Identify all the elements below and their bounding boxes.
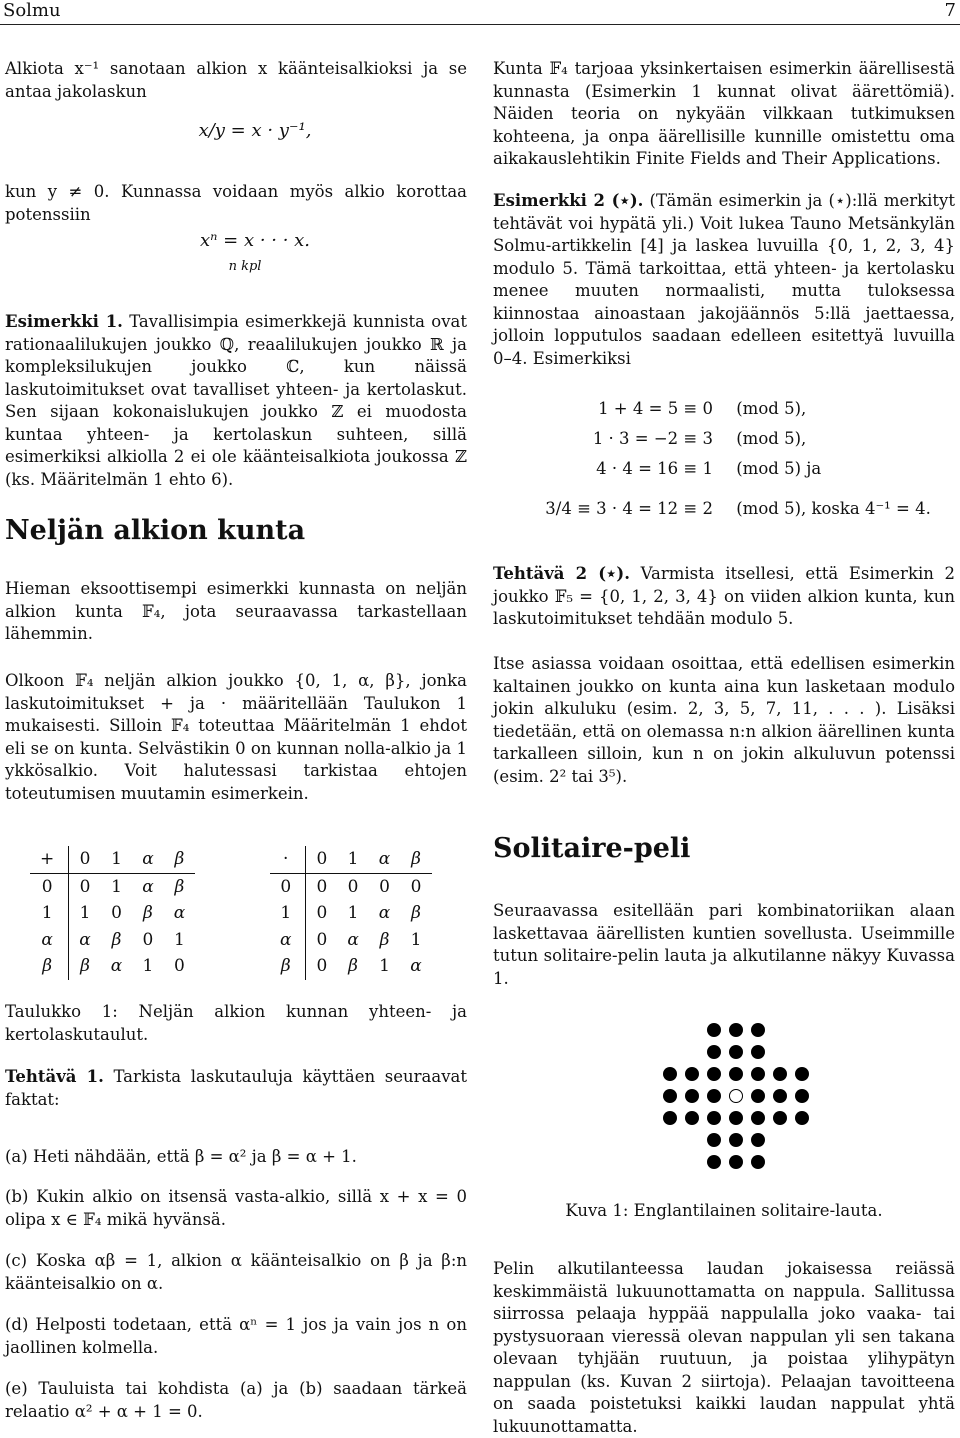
peg (773, 1067, 787, 1081)
section-heading-solitaire: Solitaire-peli (493, 833, 691, 864)
peg (773, 1089, 787, 1103)
example-1-text: Tavallisimpia esimerkkejä kunnista ovat rationaalilukujen joukko ℚ, reaalilukujen joukko ℝ ja kompleksilukujen joukko ℂ, kun näissä laskutoimitukset ovat tavalliset yhteen- ja kertolaskut. Sen sijaan kokonaislukujen joukko ℤ ei muodosta kuntaa yhteen- ja kertolaskun suhteen, sillä esimerkiksi alkiolla 2 ei ole käänteisalkiota joukossa ℤ (ks. Määritelmän 1 ehto 6). (5, 312, 467, 489)
peg (663, 1111, 677, 1125)
finite-field-paragraph: Kunta 𝔽₄ tarjoaa yksinkertaisen esimerkin äärellisestä kunnasta (Esimerkin 1 kunnat olivat äärettömiä). Näiden teoria on nykyään vilkkaan tutkimuksen kohteena, ja onpa äärellisille kunnille omistettu oma aikakauslehtikin Finite Fields and Their Applications. (493, 59, 955, 168)
peg (729, 1133, 743, 1147)
multiplication-table-cell: α (378, 903, 391, 923)
peg (707, 1023, 721, 1037)
peg (663, 1089, 677, 1103)
mod-equation-lhs: 4 · 4 = 16 ≡ 1 (596, 459, 713, 478)
addition-table-cell: β (174, 876, 185, 897)
multiplication-table-cell: · (270, 846, 306, 873)
figure-caption: Kuva 1: Englantilainen solitaire-lauta. (565, 1201, 883, 1220)
multiplication-table-cell: 0 (347, 876, 359, 897)
task-2 (493, 563, 955, 631)
peg (707, 1133, 721, 1147)
peg (751, 1155, 765, 1169)
example-1-label: Esimerkki 1. (5, 312, 123, 331)
peg (729, 1111, 743, 1125)
multiplication-table-cell: 0 (316, 876, 328, 897)
addition-table-cell: 1 (101, 846, 132, 873)
peg (773, 1111, 787, 1125)
peg (751, 1067, 765, 1081)
mod-equation-lhs: 3/4 ≡ 3 · 4 = 12 ≡ 2 (545, 499, 713, 518)
addition-table-cell: + (30, 846, 69, 873)
addition-table-cell: 1 (174, 929, 185, 950)
inverse-paragraph: Alkiota x⁻¹ sanotaan alkion x käänteisalkioksi ja se antaa jakolaskun (5, 59, 467, 101)
peg (795, 1067, 809, 1081)
mod-equation-rhs: (mod 5), (736, 429, 807, 448)
multiplication-table-cell: β (400, 846, 431, 873)
peg (685, 1067, 699, 1081)
multiplication-table-row (270, 873, 432, 900)
power-equation-underbrace: n kpl (228, 259, 262, 274)
multiplication-table-cell: β (348, 956, 358, 976)
addition-table-cell: β (164, 846, 195, 873)
addition-table-cell: α (110, 956, 123, 976)
division-equation: x/y = x · y⁻¹, (198, 120, 312, 141)
multiplication-table-cell: α (410, 956, 422, 976)
peg (707, 1089, 721, 1103)
addition-table-cell: 0 (69, 846, 101, 873)
peg (729, 1067, 743, 1081)
mod-equation-row (553, 458, 821, 481)
addition-table-row (30, 900, 195, 927)
multiplication-table-cell: β (270, 953, 306, 980)
multiplication-table-cell: β (379, 929, 390, 950)
multiplication-table-cell: 1 (337, 846, 368, 873)
addition-table-cell: 0 (174, 956, 185, 976)
example-2 (493, 190, 955, 370)
list-item: (a) Heti nähdään, että β = α² ja β = α + 1. (5, 1147, 357, 1166)
section-heading-four-element-field: Neljän alkion kunta (5, 515, 306, 546)
addition-table-cell: β (111, 929, 122, 950)
peg (707, 1111, 721, 1125)
multiplication-table-cell: 1 (347, 903, 359, 923)
mod-equation-rhs: (mod 5), koska 4⁻¹ = 4. (736, 499, 931, 518)
prime-field-paragraph: Itse asiassa voidaan osoittaa, että edellisen esimerkin kaltainen joukko on kunta aina kun lasketaan modulo jokin alkuluku (esim. 2, 3, 5, 7, 11, . . . ). Lisäksi tiedetään, että on olemassa n:n alkion äärellinen kunta tarkalleen silloin, kun n on jokin alkuluvun potenssi (esim. 2² tai 3⁵). (493, 654, 955, 786)
mod-equation-rhs: (mod 5) ja (736, 459, 822, 478)
peg (751, 1045, 765, 1059)
multiplication-table-row (270, 900, 432, 927)
example-2-label: Esimerkki 2 (⋆). (493, 191, 644, 210)
multiplication-table-cell: 1 (379, 956, 390, 976)
list-item: (d) Helposti todetaan, että αⁿ = 1 jos ja vain jos n on jaollinen kolmella. (5, 1315, 467, 1357)
peg (751, 1133, 765, 1147)
multiplication-table-cell: 0 (316, 956, 328, 976)
addition-table-cell: 1 (79, 903, 91, 923)
addition-table-cell: β (80, 956, 90, 976)
multiplication-table-cell: 0 (316, 929, 328, 950)
peg (663, 1067, 677, 1081)
peg (707, 1155, 721, 1169)
power-equation: xⁿ = x · · · x. (199, 230, 311, 251)
multiplication-table-row (270, 953, 432, 980)
task-2-text: Varmista itsellesi, että Esimerkin 2 joukko 𝔽₅ = {0, 1, 2, 3, 4} on viiden alkion kunta, kun laskutoimitukset tehdään modulo 5. (493, 564, 955, 628)
solitaire-intro-paragraph: Seuraavassa esitellään pari kombinatoriikan alaan laskettavaa äärellisten kuntien sovellusta. Useimmille tutun solitaire-pelin lauta ja alkutilanne näkyy Kuvassa 1. (493, 901, 955, 988)
mod-equation-lhs: 1 + 4 = 5 ≡ 0 (598, 399, 713, 418)
running-header (0, 0, 960, 25)
peg (685, 1111, 699, 1125)
intro-f4-paragraph: Hieman eksoottisempi esimerkki kunnasta on neljän alkion kunta 𝔽₄, jota seuraavassa tarkastellaan lähemmin. (5, 579, 467, 643)
addition-table-cell: 0 (79, 876, 91, 897)
mod-equation-lhs: 1 · 3 = −2 ≡ 3 (592, 429, 713, 448)
list-item: (b) Kukin alkio on itsensä vasta-alkio, sillä x + x = 0 olipa x ∈ 𝔽₄ mikä hyvänsä. (5, 1187, 467, 1229)
multiplication-table-cell: α (270, 927, 306, 954)
addition-table (30, 846, 195, 980)
peg (751, 1023, 765, 1037)
mod-equation-row (513, 498, 931, 521)
example-2-text: (Tämän esimerkin ja (⋆):llä merkityt tehtävät voi hypätä yli.) Voit lukea Tauno Metsänkylän Solmu-artikkelin [4] ja laskea luvuilla {0, 1, 2, 3, 4} modulo 5. Tämä tarkoittaa, että yhteen- ja kertolasku menee muuten normaalisti, mutta tuloksessa kiinnostaa ainoastaan jakojäännös 5:llä jaettaessa, jolloin lopputulos saadaan edelleen esitettyä luvuilla 0–4. Esimerkiksi (493, 191, 955, 368)
multiplication-table-row (270, 927, 432, 954)
task-1-label: Tehtävä 1. (5, 1067, 104, 1086)
f4-definition-paragraph: Olkoon 𝔽₄ neljän alkion joukko {0, 1, α, β}, jonka laskutoimitukset + ja · määritellään Taulukon 1 mukaisesti. Silloin 𝔽₄ toteuttaa Määritelmän 1 ehdot eli se on kunta. Selvästikin 0 on kunnan nolla-alkio ja 1 ykkösalkio. Voit halutessasi tarkistaa ehtojen toteutumisen muutamin esimerkein. (5, 671, 468, 803)
peg (795, 1089, 809, 1103)
multiplication-table-cell: 1 (410, 929, 422, 950)
peg (685, 1089, 699, 1103)
addition-table-cell: α (132, 846, 163, 873)
mod-equation-rhs: (mod 5), (736, 399, 807, 418)
list-item: (e) Tauluista tai kohdista (a) ja (b) saadaan tärkeä relaatio α² + α + 1 = 0. (5, 1379, 467, 1421)
multiplication-table-cell: 0 (410, 876, 422, 897)
multiplication-table-cell: β (411, 903, 421, 923)
solitaire-rules-paragraph: Pelin alkutilanteessa laudan jokaisessa reiässä keskimmäistä lukuunottamatta on nappula. Sallitussa siirrossa pelaaja hyppää nappulalla joko vaaka- tai pystysuoraan vieressä olevan nappulan yli sen takana olevaan tyhjään ruutuun, ja poistaa ylihypätyn nappulan (ks. Kuvan 2 siirtoja). Pelaajan tavoitteena on saada poistetuksi kaikki laudan nappulat yhtä lukuunottamatta. (493, 1259, 955, 1436)
addition-table-cell: β (30, 953, 69, 980)
peg (751, 1089, 765, 1103)
multiplication-table-cell: 0 (379, 876, 390, 897)
multiplication-table-cell: 0 (306, 846, 337, 873)
empty-hole (729, 1089, 743, 1103)
solitaire-board (643, 1023, 843, 1173)
addition-table-cell: 1 (142, 956, 154, 976)
addition-table-row (30, 846, 195, 873)
addition-table-row (30, 927, 195, 954)
addition-table-cell: 0 (142, 929, 154, 950)
power-paragraph: kun y ≠ 0. Kunnassa voidaan myös alkio korottaa potenssiin (5, 182, 467, 224)
mod-equation-row (553, 398, 806, 421)
mod-equation-row (553, 428, 806, 451)
multiplication-table-cell: 1 (270, 900, 306, 927)
peg (729, 1045, 743, 1059)
addition-table-cell: β (143, 903, 153, 923)
list-item: (c) Koska αβ = 1, alkion α käänteisalkio on β ja β:n käänteisalkio on α. (5, 1251, 467, 1293)
multiplication-table (270, 846, 432, 980)
addition-table-cell: 0 (111, 903, 122, 923)
peg (707, 1067, 721, 1081)
multiplication-table-cell: α (369, 846, 400, 873)
page-number: 7 (944, 0, 956, 21)
peg (751, 1111, 765, 1125)
addition-table-cell: 0 (30, 873, 69, 900)
addition-table-row (30, 873, 195, 900)
peg (707, 1045, 721, 1059)
addition-table-cell: 1 (30, 900, 69, 927)
addition-table-cell: α (30, 927, 69, 954)
addition-table-cell: α (173, 903, 186, 923)
peg (729, 1023, 743, 1037)
task-2-label: Tehtävä 2 (⋆). (493, 564, 630, 583)
addition-table-cell: α (142, 876, 154, 897)
addition-table-cell: α (79, 929, 91, 950)
peg (795, 1111, 809, 1125)
peg (729, 1155, 743, 1169)
example-1 (5, 311, 467, 491)
multiplication-table-cell: 0 (316, 903, 328, 923)
addition-table-cell: 1 (111, 876, 122, 897)
addition-table-row (30, 953, 195, 980)
table-caption: Taulukko 1: Neljän alkion kunnan yhteen- ja kertolaskutaulut. (5, 1002, 467, 1044)
task-1-text: Tarkista laskutauluja käyttäen seuraavat faktat: (5, 1067, 467, 1109)
multiplication-table-cell: 0 (270, 873, 306, 900)
task-1 (5, 1066, 467, 1111)
journal-name: Solmu (3, 0, 61, 21)
multiplication-table-cell: α (347, 929, 359, 950)
multiplication-table-row (270, 846, 432, 873)
